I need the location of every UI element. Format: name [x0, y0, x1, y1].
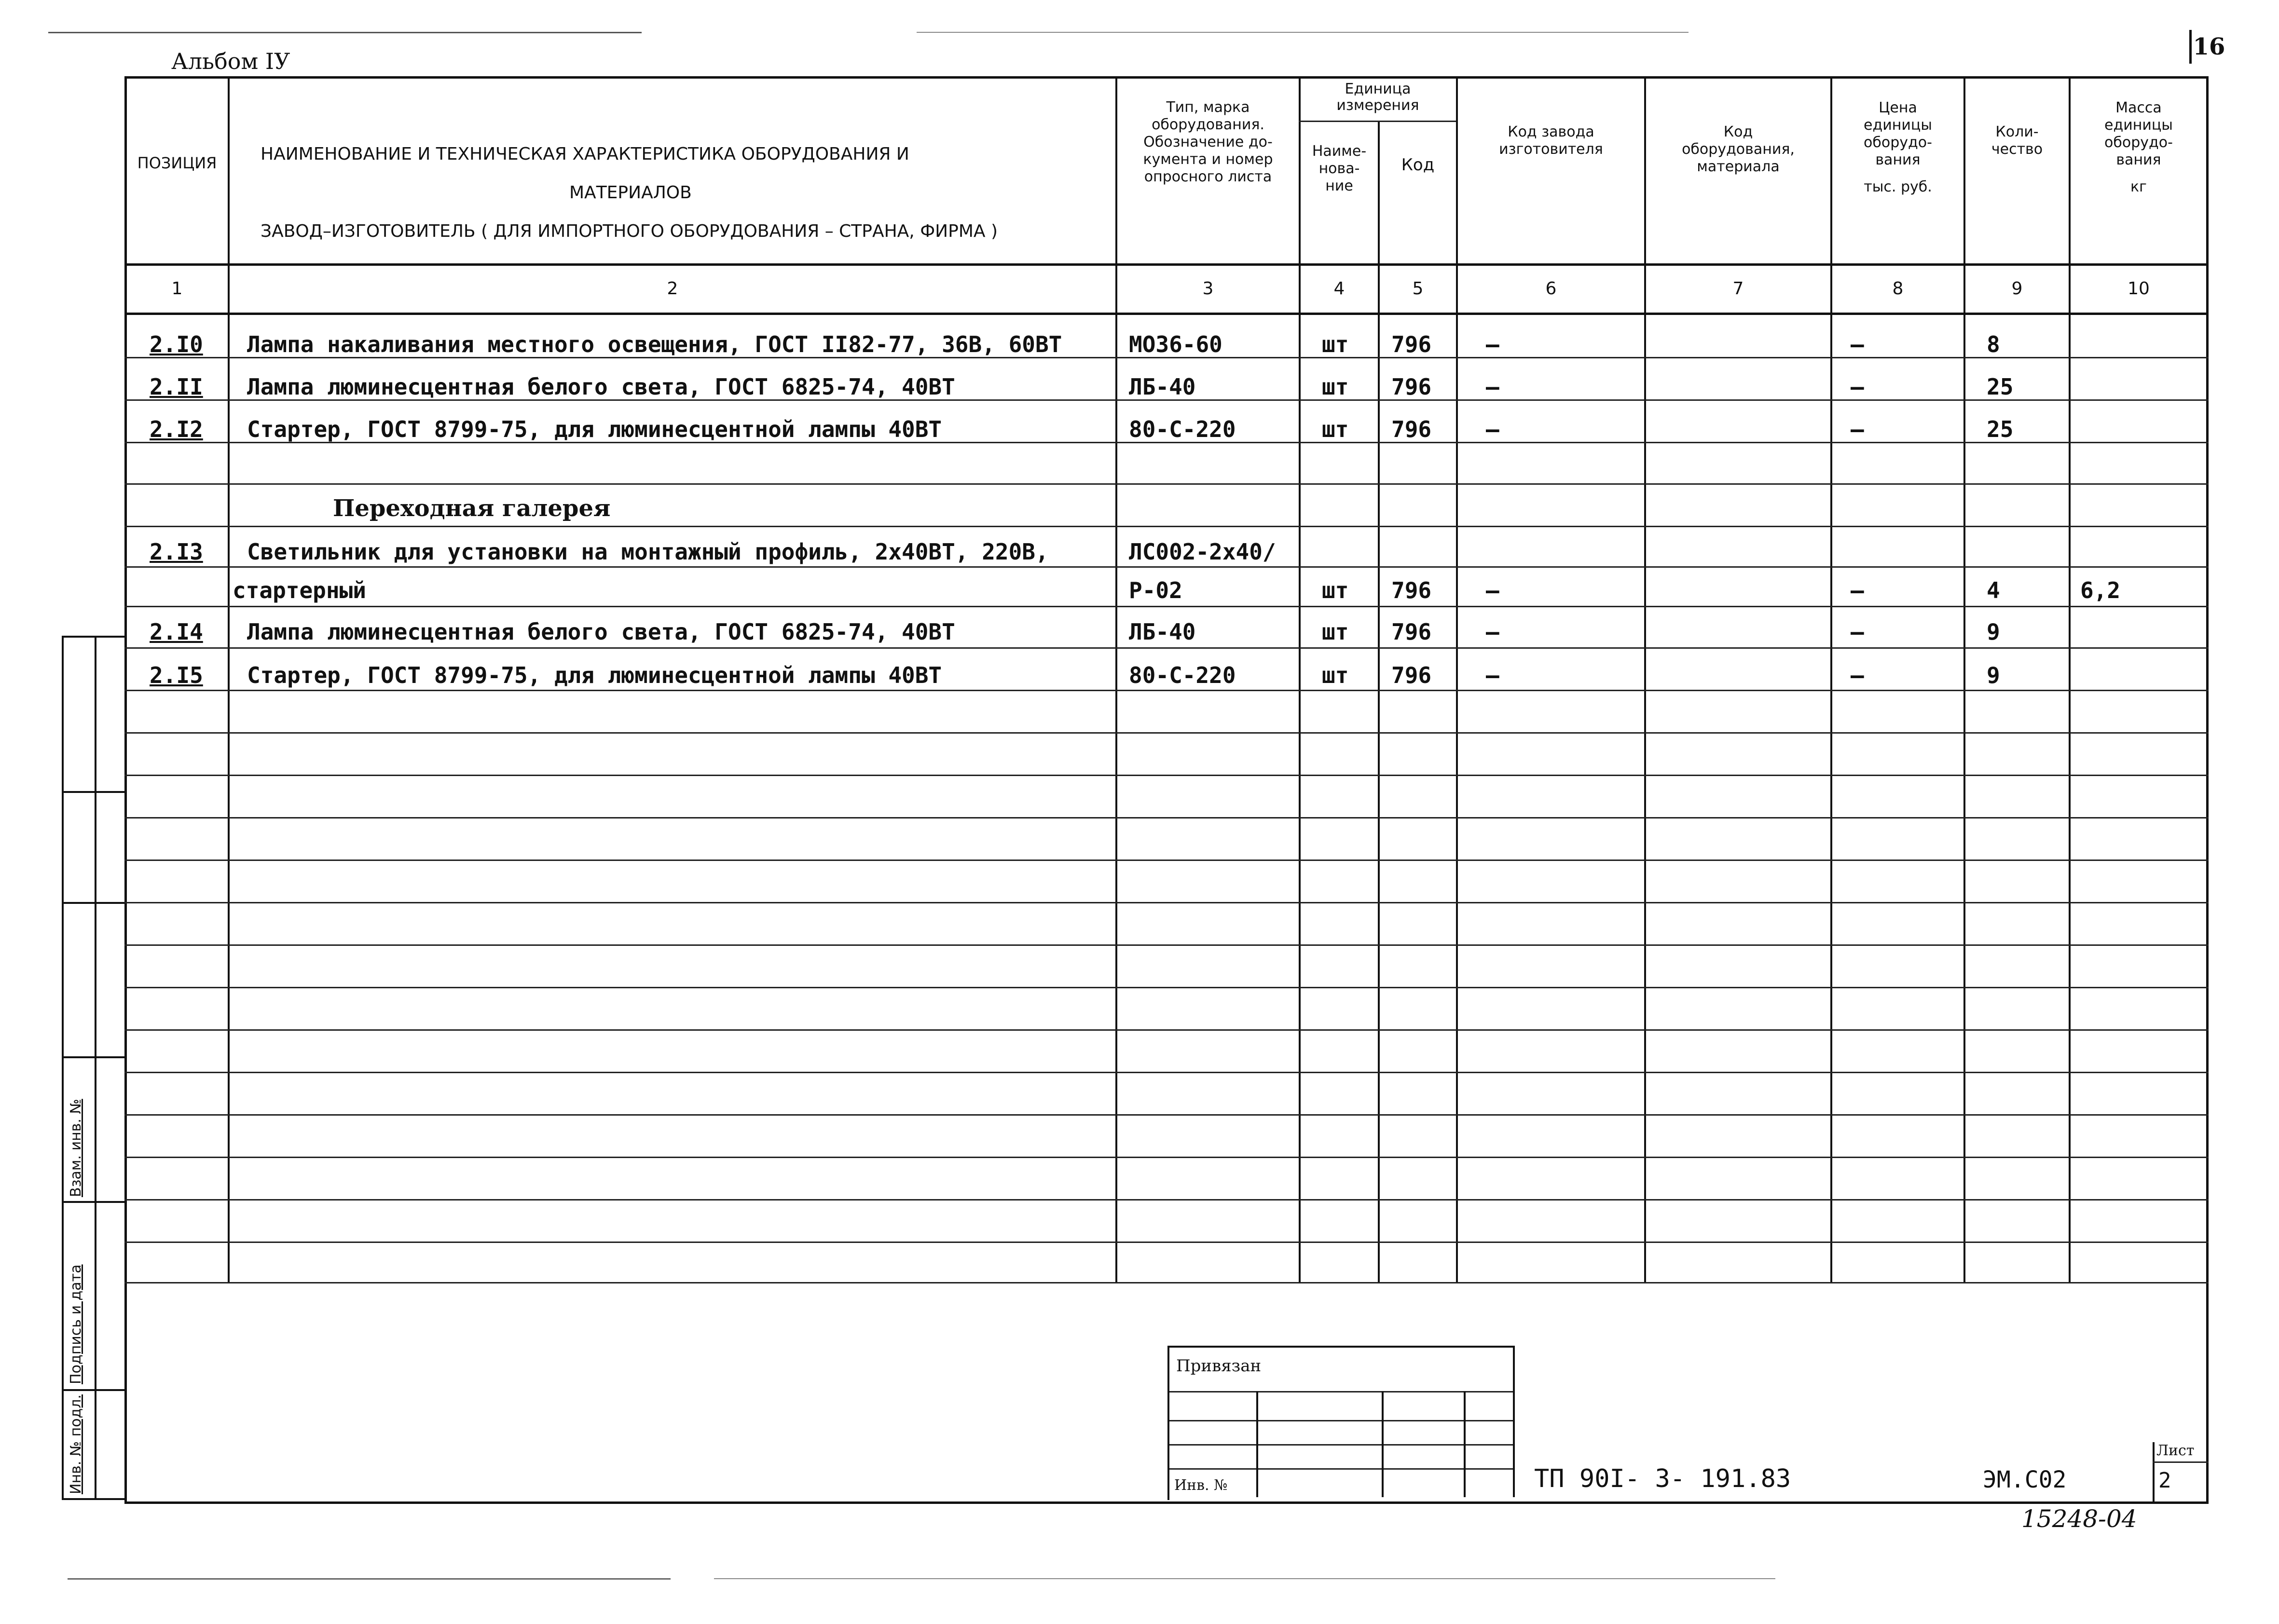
row-code: 796 [1391, 662, 1432, 688]
header-name-line3: ЗАВОД–ИЗГОТОВИТЕЛЬ ( ДЛЯ ИМПОРТНОГО ОБОРУДОВАНИЯ – СТРАНА, ФИРМА ) [261, 221, 998, 241]
row-name: Лампа накаливания местного освещения, ГОСТ II82-77, 36В, 60ВТ [247, 331, 1062, 357]
stamp-col-rule [1513, 1348, 1515, 1497]
colnum-6: 6 [1545, 279, 1557, 299]
row-unit: шт [1322, 619, 1349, 645]
header-name-line2: МАТЕРИАЛОВ [569, 183, 692, 203]
colnum-1: 1 [171, 279, 183, 299]
stamp-rule [1169, 1420, 1515, 1421]
table-row-rule [124, 690, 2209, 691]
side-strip-rule [62, 636, 124, 638]
side-strip-rule [62, 902, 124, 904]
header-unit-name [1301, 143, 1378, 195]
header-unit-group [1301, 81, 1455, 114]
table-row-rule [124, 606, 2209, 607]
row-name: Лампа люминесцентная белого света, ГОСТ 6825-74, 40ВТ [247, 374, 955, 400]
top-rule-2 [917, 32, 1689, 33]
header-mass-line: оборудо- [2104, 134, 2173, 151]
header-qty-line: Коли- [1995, 123, 2039, 140]
col-divider-6 [1644, 76, 1646, 1282]
header-mass [2071, 99, 2207, 196]
header-unit-name-line: ние [1325, 177, 1353, 194]
row-maker: – [1486, 619, 1499, 645]
album-label: Альбом IУ [171, 48, 290, 74]
table-row-rule [124, 1072, 2209, 1073]
header-unit-name-line: Наиме- [1312, 143, 1367, 160]
row-price: – [1851, 416, 1864, 442]
row-unit: шт [1322, 331, 1349, 357]
drawing-code: ЭМ.С02 [1983, 1466, 2067, 1493]
stamp-col-rule [1256, 1391, 1258, 1497]
header-maker-code-line: изготовителя [1499, 141, 1603, 158]
header-name-block [261, 135, 1110, 251]
row-type: 80-С-220 [1129, 416, 1236, 442]
col-divider-9 [2069, 76, 2071, 1282]
row-name: стартерный [233, 577, 366, 603]
row-qty: 4 [1987, 577, 2000, 603]
row-mass: 6,2 [2080, 577, 2121, 603]
bottom-rule [68, 1578, 671, 1580]
sheet-value: 2 [2158, 1468, 2171, 1493]
header-price [1832, 99, 1963, 196]
row-position: 2.II [150, 374, 203, 400]
header-qty [1965, 123, 2069, 158]
header-type [1118, 99, 1298, 186]
side-strip-rule [62, 1201, 124, 1203]
row-qty: 9 [1987, 619, 2000, 645]
row-code: 796 [1391, 374, 1432, 400]
row-price: – [1851, 662, 1864, 688]
header-name-line1: НАИМЕНОВАНИЕ И ТЕХНИЧЕСКАЯ ХАРАКТЕРИСТИКА ОБОРУДОВАНИЯ И [261, 144, 909, 164]
header-mass-unit: кг [2130, 178, 2147, 195]
colnum-2: 2 [667, 279, 678, 299]
row-type: ЛБ-40 [1129, 619, 1196, 645]
col-divider-1 [228, 76, 230, 1282]
archive-number: 15248-04 [2021, 1505, 2137, 1533]
row-position: 2.I4 [150, 619, 203, 645]
side-label-replace-inv: Взам. инв. № [68, 1099, 84, 1197]
table-row-rule [124, 1029, 2209, 1031]
header-maker-code-line: Код завода [1508, 123, 1594, 140]
table-row-rule [124, 1199, 2209, 1201]
row-position: 2.I5 [150, 662, 203, 688]
header-price-line: Цена [1879, 99, 1917, 116]
header-mass-line: единицы [2104, 117, 2173, 134]
side-strip-outer [62, 636, 64, 1499]
row-name: Светильник для установки на монтажный профиль, 2х40ВТ, 220В, [247, 539, 1049, 565]
table-row-rule [124, 483, 2209, 485]
row-name: Стартер, ГОСТ 8799-75, для люминесцентной лампы 40ВТ [247, 416, 942, 442]
row-maker: – [1486, 577, 1499, 603]
table-row-rule [124, 526, 2209, 527]
side-strip-inner [95, 636, 96, 1499]
header-maker-code [1458, 123, 1644, 158]
stamp-inv-label: Инв. № [1174, 1477, 1228, 1494]
row-price: – [1851, 374, 1864, 400]
row-maker: – [1486, 374, 1499, 400]
table-row-rule [124, 902, 2209, 903]
table-row-rule [124, 566, 2209, 568]
table-row-rule [124, 1242, 2209, 1243]
row-name: Лампа люминесцентная белого света, ГОСТ 6825-74, 40ВТ [247, 619, 955, 645]
header-position: ПОЗИЦИЯ [137, 154, 217, 172]
table-row-rule [124, 775, 2209, 776]
col-divider-7 [1830, 76, 1832, 1282]
row-price: – [1851, 577, 1864, 603]
colnum-8: 8 [1892, 279, 1904, 299]
col-divider-2 [1115, 76, 1117, 1282]
header-price-unit: тыс. руб. [1864, 178, 1932, 195]
header-type-line: опросного листа [1144, 168, 1272, 185]
header-mass-line: вания [2116, 151, 2161, 168]
table-row-rule [124, 1282, 2209, 1283]
row-type: МО36-60 [1129, 331, 1222, 357]
side-strip-rule [62, 1498, 124, 1500]
table-row-rule [124, 647, 2209, 649]
row-code: 796 [1391, 416, 1432, 442]
sheet-box-rule [2153, 1461, 2209, 1463]
col-divider-8 [1963, 76, 1965, 1282]
table-row-rule [124, 817, 2209, 819]
table-row-rule [124, 1157, 2209, 1158]
row-qty: 25 [1987, 374, 2014, 400]
row-price: – [1851, 331, 1864, 357]
stamp-col-rule [1382, 1391, 1384, 1497]
row-position: 2.I2 [150, 416, 203, 442]
row-maker: – [1486, 662, 1499, 688]
header-price-line: вания [1875, 151, 1921, 168]
stamp-rule [1169, 1468, 1515, 1470]
row-type: ЛБ-40 [1129, 374, 1196, 400]
row-type: Р-02 [1129, 577, 1182, 603]
row-unit: шт [1322, 416, 1349, 442]
header-unit-code: Код [1401, 155, 1435, 175]
header-mass-line: Масса [2115, 99, 2162, 116]
header-equip-code [1646, 123, 1830, 176]
header-unit-group-line: Единица [1345, 81, 1411, 97]
stamp-attached-label: Привязан [1176, 1356, 1262, 1376]
stamp-rule [1169, 1444, 1515, 1446]
sheet-box-rule [2153, 1442, 2155, 1502]
row-position: 2.I0 [150, 331, 203, 357]
colnum-bottom-rule [124, 313, 2209, 315]
row-qty: 8 [1987, 331, 2000, 357]
bottom-rule-2 [714, 1578, 1775, 1579]
colnum-3: 3 [1202, 279, 1214, 299]
sheet-number: 16 [2189, 30, 2226, 64]
row-maker: – [1486, 331, 1499, 357]
unit-group-rule [1299, 121, 1456, 122]
row-qty: 9 [1987, 662, 2000, 688]
header-equip-code-line: оборудования, [1682, 141, 1795, 158]
header-type-line: Обозначение до- [1143, 134, 1273, 150]
table-row-rule [124, 987, 2209, 988]
header-price-line: единицы [1864, 117, 1932, 134]
row-type: 80-С-220 [1129, 662, 1236, 688]
colnum-5: 5 [1412, 279, 1424, 299]
side-label-signature-date: Подпись и дата [68, 1264, 84, 1384]
side-strip-rule [62, 791, 124, 793]
table-row-rule [124, 732, 2209, 734]
row-qty: 25 [1987, 416, 2014, 442]
header-bottom-rule [124, 263, 2209, 266]
header-price-line: оборудо- [1864, 134, 1932, 151]
header-type-line: Тип, марка [1166, 99, 1250, 116]
header-type-line: кумента и номер [1143, 151, 1273, 168]
row-name: Стартер, ГОСТ 8799-75, для люминесцентной лампы 40ВТ [247, 662, 942, 688]
row-maker: – [1486, 416, 1499, 442]
row-price: – [1851, 619, 1864, 645]
row-unit: шт [1322, 662, 1349, 688]
colnum-4: 4 [1333, 279, 1345, 299]
side-strip-rule [62, 1056, 124, 1058]
row-code: 796 [1391, 331, 1432, 357]
side-label-inv-original: Инв. № подл. [68, 1394, 84, 1494]
row-type: ЛС002-2х40/ [1129, 539, 1276, 565]
table-row-rule [124, 944, 2209, 946]
colnum-9: 9 [2011, 279, 2023, 299]
colnum-7: 7 [1732, 279, 1744, 299]
col-divider-3 [1299, 76, 1301, 1282]
doc-code: ТП 90I- 3- 191.83 [1534, 1464, 1791, 1493]
header-unit-group-line: измерения [1336, 97, 1419, 114]
header-equip-code-line: Код [1723, 123, 1753, 140]
attachment-stamp [1167, 1346, 1515, 1500]
row-position: 2.I3 [150, 539, 203, 565]
sheet-label: Лист [2156, 1442, 2195, 1459]
header-unit-name-line: нова- [1318, 160, 1360, 177]
table-row-rule [124, 1114, 2209, 1116]
table-row-rule [124, 860, 2209, 861]
top-rule [48, 32, 642, 33]
row-code: 796 [1391, 577, 1432, 603]
stamp-rule [1169, 1391, 1515, 1392]
side-strip-rule [62, 1389, 124, 1391]
row-unit: шт [1322, 577, 1349, 603]
stamp-col-rule [1464, 1391, 1466, 1497]
section-title: Переходная галерея [333, 495, 611, 522]
row-code: 796 [1391, 619, 1432, 645]
header-equip-code-line: материала [1697, 158, 1780, 175]
row-unit: шт [1322, 374, 1349, 400]
colnum-10: 10 [2128, 279, 2150, 299]
header-type-line: оборудования. [1152, 116, 1264, 133]
col-divider-5 [1456, 76, 1458, 1282]
header-qty-line: чество [1991, 141, 2043, 158]
